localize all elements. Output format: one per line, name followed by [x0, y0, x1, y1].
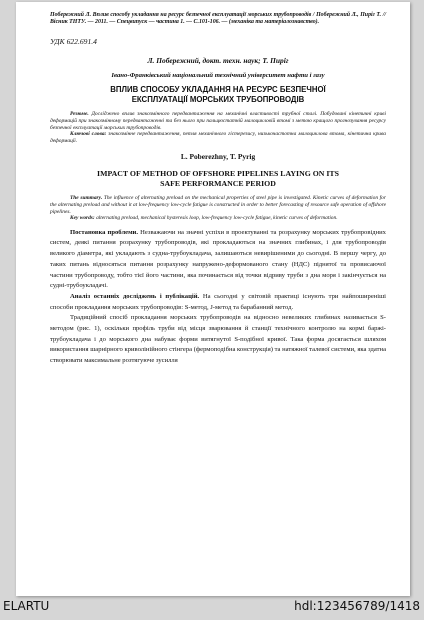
page-content	[50, 12, 386, 367]
title-ua-line2: ЕКСПЛУАТАЦІЇ МОРСЬКИХ ТРУБОПРОВОДІВ	[131, 95, 305, 105]
keywords-en-label: Key words:	[70, 215, 95, 222]
keywords-ua-text: знакозмінне передвантаження, петля механічного гістерезису, низькочастотна малоциклова втома, кінетична крива деформації.	[50, 131, 386, 144]
keywords-en-text: alternating preload, mechanical hysteresis loop, low-frequency low-cycle fatigue, kinetic curves of deformation.	[96, 215, 338, 222]
paragraph-problem	[50, 228, 386, 292]
paragraph-problem-text: Незважаючи на значні успіхи в проектуванні та розрахунку морських трубопровідних систем, деякі питання розрахунку трубопроводів, які прокладаються на значних глибинах, і для трубопроводів великого діаметра, які укладають з судна-трубоукладача, залишаються невирішеними до сьогодні. В першу чергу, до таких питань відносяться питання розрахунку напружено-деформованого стану (НДС) піднятої та провисаючої частини трубопроводу, тобто тієї його частини, яка починається від точки відриву труби з дна моря і закінчується на судні-трубоукладачі.	[50, 228, 386, 290]
paragraph-s-method: Традиційний спосіб прокладання морських трубопроводів на відносно невеликих глибинах називається S-методом (рис. 1), оскільки профіль труби від місця зварювання й станції технічного контролю на кормі баржі-трубоукладача і до морського дна набуває форми витягнутої S-подібної кривої. Така форма досягається шляхом використання шарнірного криволінійного стінгера (фермоподібна конструкція) та натяжної талевої системи, яка здатна створювати максимальне розтягуюче зусилля	[50, 314, 386, 365]
viewer-footer	[0, 596, 424, 620]
title-en-line1: IMPACT OF METHOD OF OFFSHORE PIPELINES LAYING ON ITS	[97, 169, 339, 179]
handle-id[interactable]: hdl:123456789/1418	[294, 599, 420, 613]
title-ua-line1: ВПЛИВ СПОСОБУ УКЛАДАННЯ НА РЕСУРС БЕЗПЕЧНОЇ	[110, 85, 326, 95]
title-ua	[50, 85, 386, 105]
summary-en-text: The influence of alternating preload on the mechanical properties of steel pipe is investigated. Kinetic curves of deformation for the alternating preload and without it at low-frequency low-cycle fatigue is constructed in order to better forecasting of resource safe operation of offshore pipelines.	[50, 195, 386, 215]
title-en-line2: SAFE PERFORMANCE PERIOD	[160, 179, 276, 189]
title-en	[50, 169, 386, 189]
authors-en: L. Poberezhny, T. Pyrig	[180, 152, 256, 162]
paragraph-analysis	[50, 292, 386, 313]
summary-ua-label: Резюме.	[70, 111, 89, 118]
university: Івано-Франківський національний технічний університет нафти і газу	[111, 72, 325, 80]
authors-ua: Л. Побережний, докт. техн. наук; Т. Пиріг	[147, 56, 289, 66]
keywords-ua	[50, 131, 386, 144]
keywords-ua-label: Ключові слова:	[70, 131, 107, 138]
repository-label[interactable]: ELARTU	[3, 599, 50, 613]
paragraph-problem-heading: Постановка проблеми.	[70, 228, 139, 236]
citation-reference: Побережний Л. Вплив способу укладання на ресурс безпечної експлуатації морських трубопроводів / Побережний Л., Пиріг Т. // Вісник ТНТУ. — 2011. — Спецвипуск — частина 1. — С.101-106. — (механіка та матеріалознавство).	[50, 12, 386, 26]
summary-en	[50, 195, 386, 215]
summary-ua	[50, 111, 386, 131]
summary-ua-text: Досліджено вплив знакозмінного передвантаження на механічні властивості трубної сталі. Побудовані кінетичні криві деформацій при знакозмінному передвантаженні та без нього при пальцюстатній малоцикловій втомі з метою кращого прогнозування ресурсу безпечної експлуатації морських трубопроводів.	[50, 111, 386, 131]
document-page	[16, 2, 410, 596]
paragraph-analysis-text: На сьогодні у світовій практиці існують три найпоширеніші способи прокладання морських трубопроводів: S-метод, J-метод та барабанний метод.	[50, 292, 387, 311]
keywords-en	[50, 215, 386, 222]
summary-en-label: The summary.	[70, 195, 103, 202]
udc-code: УДК 622.691.4	[50, 37, 97, 47]
paragraph-analysis-heading: Аналіз останніх досліджень і публікацій.	[70, 292, 200, 300]
